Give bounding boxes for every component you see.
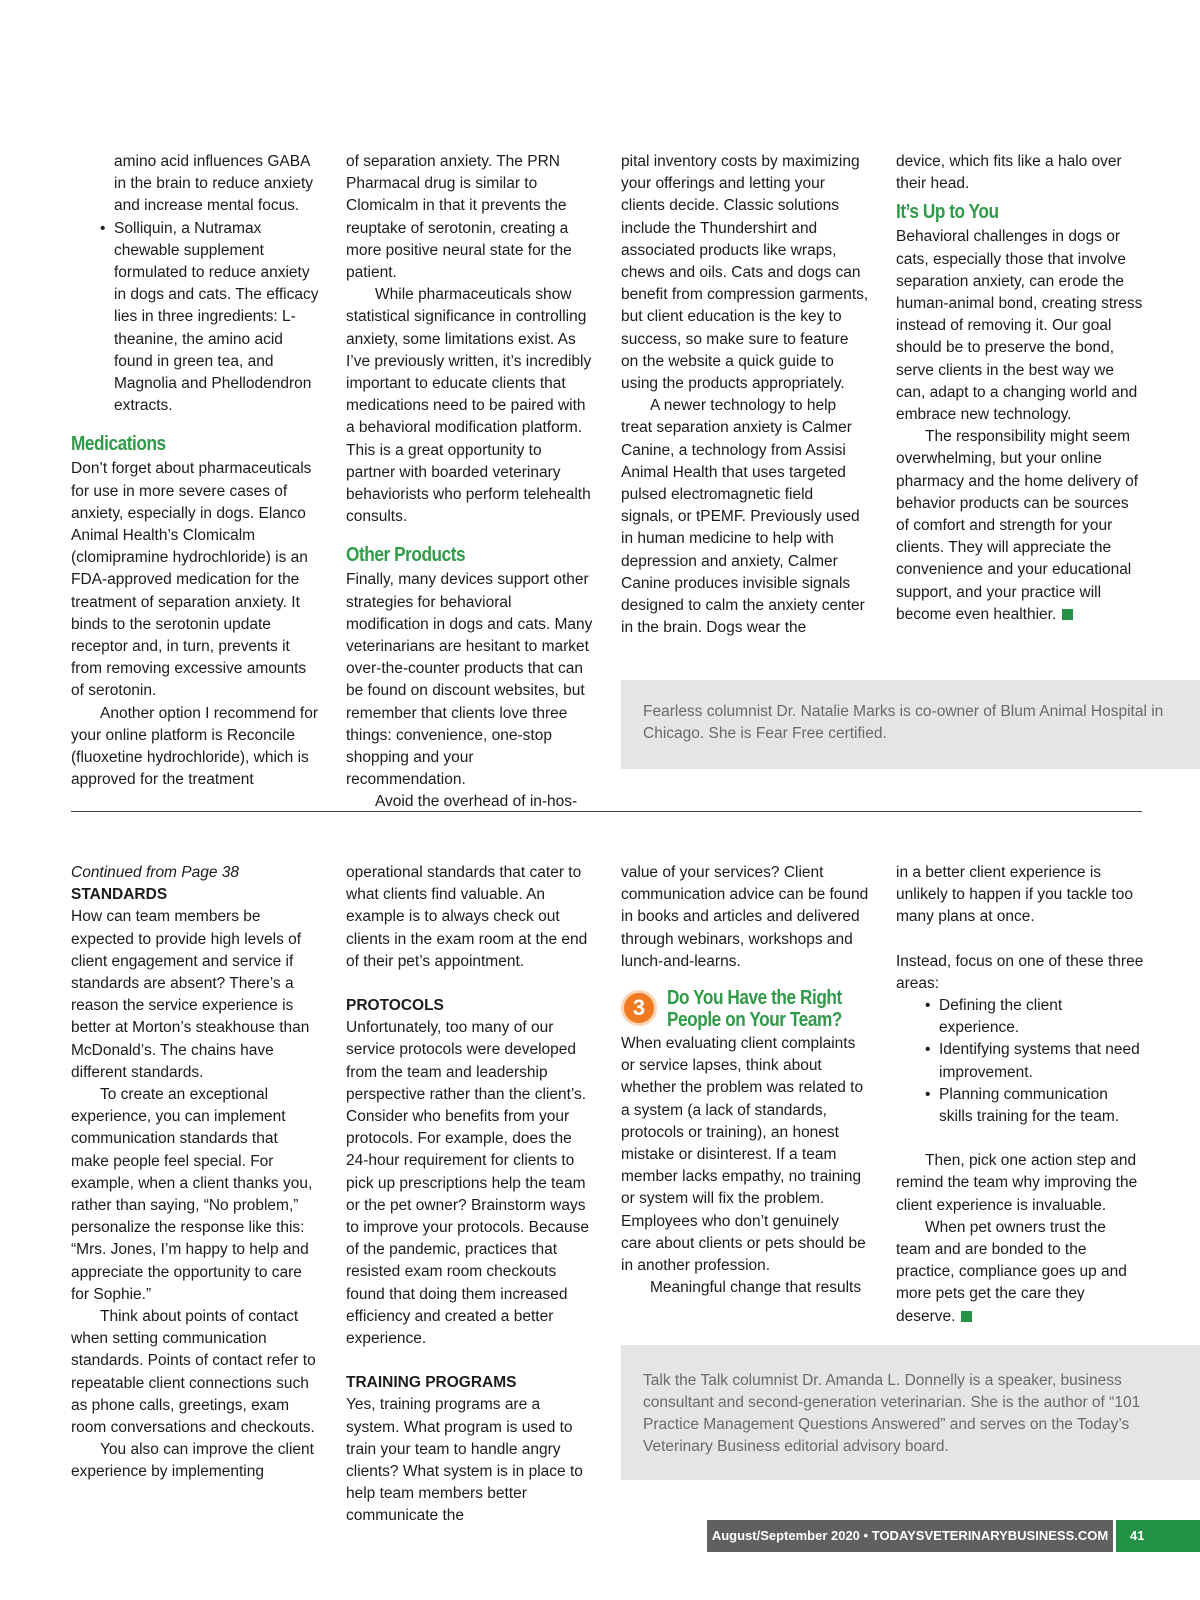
heading-line: Do You Have the Right bbox=[667, 987, 842, 1010]
website-link[interactable]: TODAYSVETERINARYBUSINESS.COM bbox=[871, 1528, 1109, 1543]
paragraph bbox=[896, 1217, 1144, 1328]
paragraph: Think about points of contact when setting communication standards. Points of contact refer to repeatable client connections such as phone calls, greetings, exam room conversations and checkouts. bbox=[71, 1308, 316, 1437]
paragraph: pital inventory costs by maximizing your offerings and letting your clients decide. Classic solutions include the Thundershirt and associated products like wraps, chews and oils. Cats and dogs can benefit from compression garments, but client education is the key to success, so make sure to feature on the website a quick guide to using the products appropriately. bbox=[621, 153, 869, 393]
top-column-3 bbox=[621, 151, 869, 639]
subhead-training-programs: TRAINING PROGRAMS bbox=[346, 1374, 517, 1392]
paragraph: value of your services? Client communication advice can be found in books and articles and delivered through webinars, workshops and lunch-and-learns. bbox=[621, 864, 869, 970]
paragraph: To create an exceptional experience, you can implement communication standards that make people feel special. For example, when a client thanks you, rather than saying, “No problem,” personalize the response like this: “Mrs. Jones, I’m happy to help and appreciate the opportunity to care for Sophie.” bbox=[71, 1086, 313, 1303]
page-number: 41 bbox=[1116, 1520, 1200, 1552]
footer-bar bbox=[707, 1520, 1113, 1552]
list-item: • Solliquin, a Nutramax chewable supplement formulated to reduce anxiety in dogs and cats. The efficacy lies in three ingredients: L-theanine, the amino acid found in green tea, and Magnolia and Phellodendron extracts. bbox=[114, 218, 319, 418]
author-bio: Fearless columnist Dr. Natalie Marks is co-owner of Blum Animal Hospital in Chicago. She is Fear Free certified. bbox=[643, 703, 1164, 742]
paragraph: While pharmaceuticals show statistical significance in controlling anxiety, some limitations exist. As I’ve previously written, it’s incredibly important to educate clients that medications need to be paired with a behavioral modification platform. This is a great opportunity to partner with boarded veterinary behaviorists who perform telehealth consults. bbox=[346, 286, 592, 526]
section-heading-its-up-to-you: It’s Up to You bbox=[896, 201, 999, 224]
bullet-list bbox=[71, 218, 319, 418]
bullet-list bbox=[896, 995, 1144, 1128]
paragraph: Instead, focus on one of these three areas: bbox=[896, 952, 1144, 992]
author-bio: Talk the Talk columnist Dr. Amanda L. Donnelly is a speaker, business consultant and second-generation veterinarian. She is the author of “101 Practice Management Questions Answered” and serves on the Today’s Veterinary Business editorial advisory board. bbox=[643, 1372, 1141, 1455]
bottom-column-3 bbox=[621, 862, 869, 1299]
paragraph bbox=[896, 426, 1144, 626]
paragraph: in a better client experience is unlikely to happen if you tackle too many plans at once. bbox=[896, 864, 1133, 926]
top-column-2 bbox=[346, 151, 594, 814]
footer-separator: • bbox=[863, 1528, 869, 1543]
paragraph: of separation anxiety. The PRN Pharmacal drug is similar to Clomicalm in that it prevents the reuptake of serotonin, creating a more positive neural state for the patient. bbox=[346, 153, 572, 282]
section-heading-other-products: Other Products bbox=[346, 544, 466, 567]
numbered-heading bbox=[621, 987, 869, 1031]
section-divider bbox=[71, 811, 1142, 812]
paragraph: You also can improve the client experience by implementing bbox=[71, 1441, 314, 1481]
author-bio-box bbox=[621, 1345, 1200, 1480]
paragraph: Meaningful change that results bbox=[650, 1279, 862, 1297]
continued-note: Continued from Page 38 bbox=[71, 864, 240, 881]
bullet-list-continued bbox=[71, 151, 319, 218]
paragraph: Behavioral challenges in dogs or cats, especially those that involve separation anxiety, can erode the human-animal bond, creating stress instead of removing it. Our goal should be to preserve the bond, serve clients in the best way we can, adapt to a changing world and embrace new technology. bbox=[896, 228, 1143, 424]
top-column-1 bbox=[71, 151, 319, 791]
issue-date: August/September 2020 bbox=[711, 1528, 860, 1543]
subhead-standards: STANDARDS bbox=[71, 886, 168, 904]
list-item: amino acid influences GABA in the brain to reduce anxiety and increase mental focus. bbox=[114, 153, 314, 215]
paragraph: Another option I recommend for your online platform is Reconcile (fluoxetine hydrochloride), which is approved for the treatment bbox=[71, 704, 318, 789]
paragraph-text: When pet owners trust the team and are bonded to the practice, compliance goes up and more pets get the care they deserve. bbox=[896, 1218, 1127, 1325]
bottom-column-2 bbox=[346, 862, 594, 1528]
author-bio-box bbox=[621, 680, 1200, 769]
paragraph: Yes, training programs are a system. What program is used to train your team to handle angry clients? What system is in place to help team members better communicate the bbox=[346, 1396, 583, 1525]
paragraph: When evaluating client complaints or service lapses, think about whether the problem was related to a system (a lack of standards, protocols or training), an honest mistake or disinterest. If a team member lacks empathy, no training or system will fix the problem. Employees who don’t genuinely care about clients or pets should be in another profession. bbox=[621, 1035, 866, 1275]
list-item: • Planning communication skills training for the team. bbox=[939, 1084, 1144, 1128]
end-mark-icon bbox=[1062, 609, 1073, 620]
bottom-column-1 bbox=[71, 862, 319, 1484]
paragraph: Finally, many devices support other strategies for behavioral modification in dogs and cats. Many veterinarians are hesitant to market over-the-counter products that can be found on discount websites, but remember that clients love three things: convenience, one-stop shopping and your recommendation. bbox=[346, 571, 593, 789]
paragraph: device, which fits like a halo over their head. bbox=[896, 153, 1122, 193]
bottom-column-4 bbox=[896, 862, 1144, 1328]
list-item: • Defining the client experience. bbox=[939, 995, 1144, 1039]
section-heading-medications: Medications bbox=[71, 433, 166, 456]
paragraph: operational standards that cater to what clients find valuable. An example is to always check out clients in the exam room at the end of their pet’s appointment. bbox=[346, 864, 588, 970]
paragraph: Don’t forget about pharmaceuticals for use in more severe cases of anxiety, especially in dogs. Elanco Animal Health’s Clomicalm (clomipramine hydrochloride) is an FDA-approved medication for the treatment of separation anxiety. It binds to the serotonin update receptor and, in turn, prevents it from removing excessive amounts of serotonin. bbox=[71, 460, 312, 700]
subhead-protocols: PROTOCOLS bbox=[346, 997, 444, 1015]
heading-text bbox=[667, 987, 870, 1031]
paragraph-text: The responsibility might seem overwhelming, but your online pharmacy and the home delivery of behavior products can be sources of comfort and strength for your clients. They will appreciate the convenience and your educational support, and your practice will become even healthier. bbox=[896, 428, 1139, 623]
number-badge-icon: 3 bbox=[621, 990, 657, 1026]
paragraph: A newer technology to help treat separation anxiety is Calmer Canine, a technology from Assisi Animal Health that uses targeted pulsed electromagnetic field signals, or tPEMF. Previously used in human medicine to help with depression and anxiety, Calmer Canine produces invisible signals designed to calm the anxiety center in the brain. Dogs wear the bbox=[621, 397, 865, 637]
paragraph: Avoid the overhead of in-hos- bbox=[375, 793, 578, 811]
list-item: • Identifying systems that need improvement. bbox=[939, 1039, 1144, 1083]
paragraph: Then, pick one action step and remind the team why improving the client experience is invaluable. bbox=[896, 1152, 1138, 1214]
top-column-4 bbox=[896, 151, 1144, 626]
heading-line: People on Your Team? bbox=[667, 1009, 842, 1032]
paragraph: Unfortunately, too many of our service protocols were developed from the team and leadership perspective rather than the client’s. Consider who benefits from your protocols. For example, does the 24-hour requirement for clients to pick up prescriptions help the team or the pet owner? Brainstorm ways to improve your protocols. Because of the pandemic, practices that resisted exam room checkouts found that doing them increased efficiency and created a better experience. bbox=[346, 1019, 589, 1348]
end-mark-icon bbox=[961, 1311, 972, 1322]
paragraph: How can team members be expected to provide high levels of client engagement and service if standards are absent? There’s a reason the service experience is better at Morton’s steakhouse than McDonald’s. The chains have different standards. bbox=[71, 908, 310, 1081]
